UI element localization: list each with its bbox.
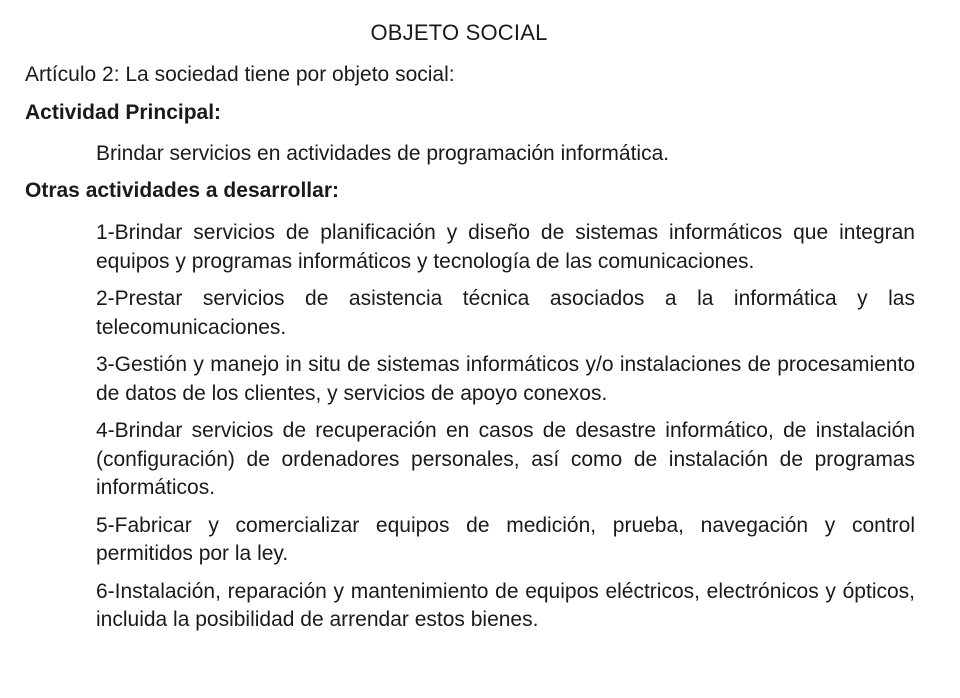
activity-item-5: 5-Fabricar y comercializar equipos de medición, prueba, navegación y control permitidos por la ley. bbox=[96, 513, 915, 565]
activity-item-6: 6-Instalación, reparación y mantenimiento de equipos eléctricos, electrónicos y ópticos, incluida la posibilidad de arrendar estos bienes. bbox=[96, 579, 915, 631]
other-activities-list bbox=[96, 219, 915, 644]
main-activity-text: Brindar servicios en actividades de programación informática. bbox=[96, 142, 670, 165]
document-title: OBJETO SOCIAL bbox=[370, 20, 548, 45]
article-statement: Artículo 2: La sociedad tiene por objeto social: bbox=[25, 63, 455, 86]
main-activity-heading: Actividad Principal: bbox=[25, 101, 222, 124]
activity-item-1: 1-Brindar servicios de planificación y diseño de sistemas informáticos que integran equipos y programas informáticos y tecnología de las comunicaciones. bbox=[96, 221, 915, 273]
activity-item-2: 2-Prestar servicios de asistencia técnica asociados a la informática y las telecomunicaciones. bbox=[96, 287, 915, 339]
other-activities-heading: Otras actividades a desarrollar: bbox=[25, 179, 339, 202]
activity-item-4: 4-Brindar servicios de recuperación en casos de desastre informático, de instalación (configuración) de ordenadores personales, así como de instalación de programas informáticos. bbox=[96, 419, 915, 499]
activity-item-3: 3-Gestión y manejo in situ de sistemas informáticos y/o instalaciones de procesamiento de datos de los clientes, y servicios de apoyo conexos. bbox=[96, 353, 915, 405]
